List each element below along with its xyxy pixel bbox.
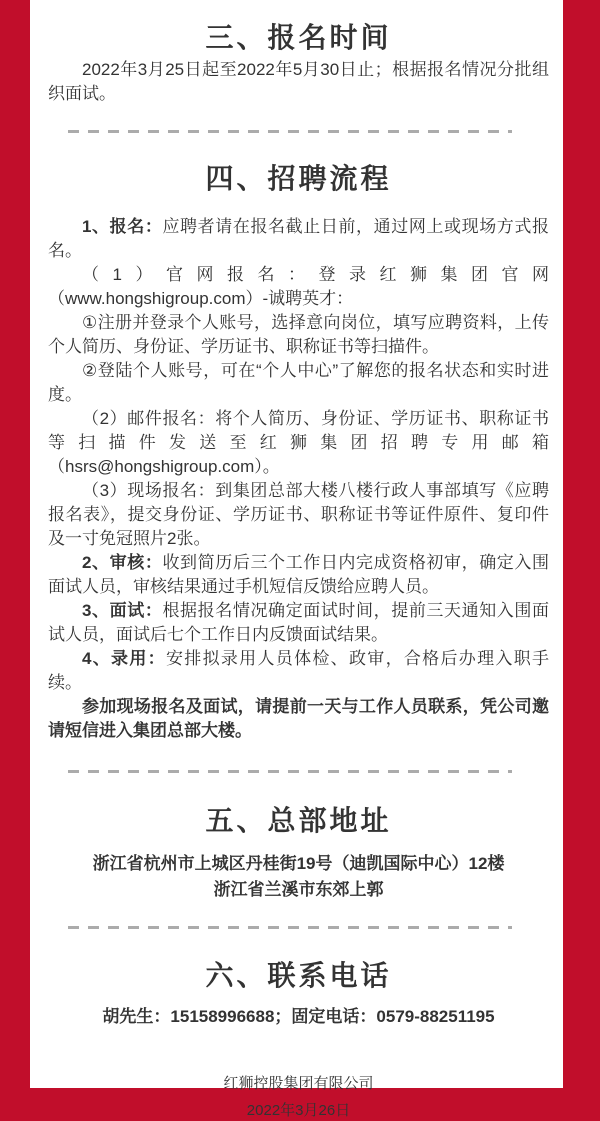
process-step-text: 根据报名情况确定面试时间，提前三天通知入围面试人员，面试后七个工作日内反馈面试结果。 [48, 601, 549, 644]
section-heading-contact-phone: 六、联系电话 [205, 960, 392, 991]
process-step-apply [48, 215, 549, 263]
process-substep-login [48, 359, 549, 407]
registration-time-paragraph: 2022年3月25日起至2022年5月30日止；根据报名情况分批组织面试。 [48, 60, 549, 103]
process-step-hire [48, 647, 549, 695]
address-block [48, 851, 549, 903]
process-step-review [48, 551, 549, 599]
process-step-text: 收到简历后三个工作日内完成资格初审，确定入围面试人员，审核结果通过手机短信反馈给应聘人员。 [48, 553, 549, 596]
process-substep-onsite [48, 479, 549, 551]
process-step-text: （1）官网报名：登录红狮集团官网（www.hongshigroup.com）-诚聘英才： [48, 265, 549, 308]
process-step-text: 应聘者请在报名截止日前，通过网上或现场方式报名。 [48, 217, 549, 260]
process-step-label: 2、审核： [82, 553, 163, 572]
content-sheet [30, 0, 563, 1119]
recruitment-process-list [48, 215, 549, 743]
process-step-interview [48, 599, 549, 647]
contact-phone-line: 胡先生：15158996688；固定电话：0579-88251195 [102, 1007, 495, 1026]
dashed-divider [68, 130, 512, 133]
signature-block [48, 1070, 549, 1121]
process-step-label: 1、报名： [82, 217, 163, 236]
process-step-label: 4、录用： [82, 649, 166, 668]
process-step-text: ①注册并登录个人账号，选择意向岗位，填写应聘资料，上传个人简历、身份证、学历证书、职称证书等扫描件。 [48, 313, 549, 356]
process-note: 参加现场报名及面试，请提前一天与工作人员联系，凭公司邀请短信进入集团总部大楼。 [48, 697, 549, 740]
dashed-divider [68, 770, 512, 773]
dashed-divider [68, 926, 512, 929]
process-substep-email [48, 407, 549, 479]
process-step-text: （2）邮件报名：将个人简历、身份证、学历证书、职称证书等扫描件发送至红狮集团招聘专用邮箱（hsrs@hongshigroup.com）。 [48, 409, 549, 476]
process-step-label: 3、面试： [82, 601, 163, 620]
section-heading-registration-time: 三、报名时间 [205, 22, 392, 53]
process-substep-website [48, 263, 549, 311]
address-line-lanxi: 浙江省兰溪市东郊上郭 [213, 880, 384, 899]
process-step-text: ②登陆个人账号，可在“个人中心”了解您的报名状态和实时进度。 [48, 361, 549, 404]
address-line-hangzhou: 浙江省杭州市上城区丹桂街19号（迪凯国际中心）12楼 [92, 854, 505, 873]
process-substep-register [48, 311, 549, 359]
process-step-text: （3）现场报名：到集团总部大楼八楼行政人事部填写《应聘报名表》，提交身份证、学历证书、职称证书等证件原件、复印件及一寸免冠照片2张。 [48, 481, 549, 548]
process-step-text: 安排拟录用人员体检、政审，合格后办理入职手续。 [48, 649, 549, 692]
company-name: 红狮控股集团有限公司 [223, 1075, 374, 1092]
section-heading-headquarters-address: 五、总部地址 [205, 805, 392, 836]
section-heading-recruitment-process: 四、招聘流程 [205, 163, 392, 194]
publish-date: 2022年3月26日 [246, 1102, 351, 1119]
